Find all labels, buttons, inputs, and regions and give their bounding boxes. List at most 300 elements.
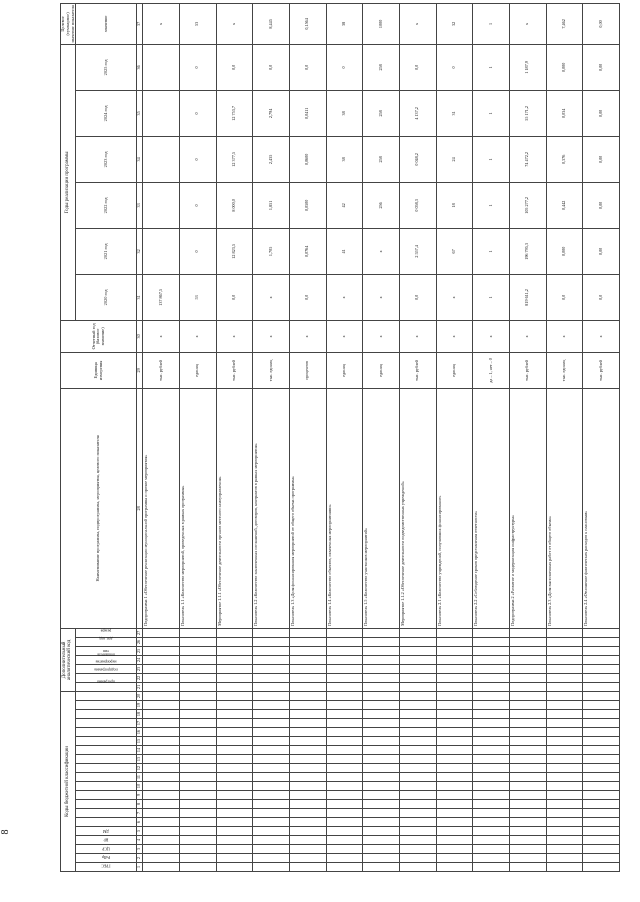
code-cell (436, 646, 473, 655)
code-cell (399, 701, 436, 710)
code-cell (473, 800, 510, 809)
code-cell (289, 655, 326, 664)
code-cell (473, 791, 510, 800)
code-cell (583, 710, 620, 719)
code-cell (253, 836, 290, 845)
kbk-group-header: Коды бюджетной классификации (61, 691, 76, 871)
code-cell (473, 827, 510, 836)
code-cell (583, 664, 620, 673)
code-cell (179, 673, 216, 682)
code-cell (179, 628, 216, 637)
code-cell (326, 682, 363, 691)
code-cell (216, 845, 253, 854)
year-value-cell: 0,0500 (289, 182, 326, 228)
year-value-cell: 1 (473, 90, 510, 136)
year-value-cell: 0,0 (399, 44, 436, 90)
code-cell (509, 854, 546, 863)
code-cell (473, 646, 510, 655)
code-cell (179, 737, 216, 746)
column-number: 22 (137, 673, 143, 682)
year-value-cell: 0 (326, 44, 363, 90)
year-value-cell (143, 90, 180, 136)
code-cell (143, 646, 180, 655)
code-cell (143, 673, 180, 682)
unit-cell: процентов (289, 352, 326, 388)
column-number: 37 (137, 3, 143, 44)
code-cell (143, 818, 180, 827)
column-number: 24 (137, 655, 143, 664)
final-value-cell: х (399, 3, 436, 44)
code-cell (546, 746, 583, 755)
code-cell (363, 664, 400, 673)
column-number: 36 (137, 44, 143, 90)
year-value-cell: 258 (363, 44, 400, 90)
year-value-cell: х (253, 274, 290, 320)
indicator-name: Показатель 1.3 «Доля финансирования мероприятий от общего объема программы» (289, 388, 326, 628)
code-cell (546, 800, 583, 809)
code-cell (253, 637, 290, 646)
code-cell (399, 682, 436, 691)
code-cell (143, 746, 180, 755)
code-cell (179, 691, 216, 700)
year-value-cell: 258 (363, 90, 400, 136)
code-cell (363, 655, 400, 664)
year-value-cell: 0 (179, 44, 216, 90)
code-cell (509, 782, 546, 791)
code-cell (326, 809, 363, 818)
year-header-1: 2020 год (76, 274, 137, 320)
code-cell (546, 809, 583, 818)
code-cell (326, 646, 363, 655)
year-value-cell: 0,442 (546, 182, 583, 228)
code-cell (289, 710, 326, 719)
code-cell (363, 782, 400, 791)
code-cell (253, 719, 290, 728)
code-cell (399, 809, 436, 818)
code-cell (363, 737, 400, 746)
year-value-cell: 67 (436, 228, 473, 274)
code-cell (509, 863, 546, 872)
year-value-cell: 12 823,5 (216, 228, 253, 274)
code-cell (399, 655, 436, 664)
code-cell (436, 664, 473, 673)
code-cell (179, 664, 216, 673)
year-value-cell: 18 (436, 182, 473, 228)
code-cell (436, 755, 473, 764)
code-cell (436, 836, 473, 845)
code-cell (399, 737, 436, 746)
code-cell (436, 845, 473, 854)
code-cell (436, 719, 473, 728)
code-cell (473, 655, 510, 664)
column-number: 23 (137, 664, 143, 673)
year-value-cell: 0,0 (289, 274, 326, 320)
code-cell (253, 655, 290, 664)
code-cell (509, 836, 546, 845)
column-number: 2 (137, 854, 143, 863)
code-cell (216, 746, 253, 755)
code-subheader-label: тип (103, 648, 109, 653)
code-subheader (76, 836, 137, 845)
code-cell (216, 863, 253, 872)
page-number: 8 (0, 829, 11, 835)
year-value-cell: 0,0 (546, 274, 583, 320)
code-cell (473, 664, 510, 673)
year-value-cell: 38 (326, 136, 363, 182)
code-cell (546, 673, 583, 682)
code-cell (473, 836, 510, 845)
code-cell (216, 701, 253, 710)
year-value-cell: 819 611,2 (509, 274, 546, 320)
code-cell (473, 746, 510, 755)
unit-header: Единица измерения (61, 352, 137, 388)
code-cell (399, 854, 436, 863)
code-cell (509, 728, 546, 737)
code-subheader-label: мероприятие (95, 659, 117, 664)
code-cell (363, 728, 400, 737)
code-cell (289, 691, 326, 700)
code-cell (326, 764, 363, 773)
column-number: 6 (137, 818, 143, 827)
column-number: 3 (137, 845, 143, 854)
code-cell (436, 673, 473, 682)
code-subheader-label: ЦСР (102, 846, 110, 851)
column-number: 26 (137, 637, 143, 646)
indicator-name: Показатель 1.2 «Количество заключенных соглашений, договоров, контрактов в рамках мероприятия» (253, 388, 290, 628)
code-cell (473, 682, 510, 691)
code-cell (399, 664, 436, 673)
code-cell (326, 773, 363, 782)
year-value-cell: х (363, 228, 400, 274)
code-subheader (76, 818, 137, 827)
column-number: 19 (137, 701, 143, 710)
code-cell (473, 691, 510, 700)
code-cell (326, 655, 363, 664)
code-cell (436, 746, 473, 755)
column-number: 30 (137, 320, 143, 352)
code-cell (546, 628, 583, 637)
code-cell (216, 755, 253, 764)
code-cell (253, 746, 290, 755)
code-cell (143, 827, 180, 836)
column-number: 4 (137, 836, 143, 845)
base-cell: х (253, 320, 290, 352)
code-cell (179, 701, 216, 710)
code-cell (473, 764, 510, 773)
year-value-cell: 8 000,0 (216, 182, 253, 228)
code-cell (509, 682, 546, 691)
final-value-cell: 0,1564 (289, 3, 326, 44)
year-value-cell: 196 795,3 (509, 228, 546, 274)
program-name-header: Наименование программы, подпрограммы, мероприятия, целевого показателя (61, 388, 137, 628)
code-cell (143, 628, 180, 637)
code-subheader (76, 791, 137, 800)
code-cell (179, 655, 216, 664)
year-value-cell: 137 867,5 (143, 274, 180, 320)
code-cell (473, 863, 510, 872)
code-cell (289, 673, 326, 682)
indicator-name: Показатель 1.4 «Количество объектов, охваченных мероприятиями» (326, 388, 363, 628)
code-cell (546, 827, 583, 836)
code-cell (363, 764, 400, 773)
year-value-cell: 0,0600 (289, 136, 326, 182)
code-cell (179, 863, 216, 872)
code-cell (583, 673, 620, 682)
code-cell (253, 701, 290, 710)
year-value-cell (143, 136, 180, 182)
final-value-cell: х (509, 3, 546, 44)
measure-name: Мероприятие 1.1.1 «Обеспечение деятельности органов местного самоуправления» (216, 388, 253, 628)
code-cell (546, 854, 583, 863)
code-cell (583, 719, 620, 728)
code-cell (216, 782, 253, 791)
code-cell (143, 845, 180, 854)
year-value-cell: 4 137,2 (399, 90, 436, 136)
code-cell (326, 664, 363, 673)
code-cell (436, 809, 473, 818)
subprogram-name: Подпрограмма 1 «Обеспечение реализации муниципальной программы и прочие мероприятия» (143, 388, 180, 628)
code-cell (473, 628, 510, 637)
code-cell (363, 773, 400, 782)
code-cell (399, 782, 436, 791)
code-cell (179, 791, 216, 800)
table-row (546, 3, 583, 871)
code-subheader-label: показатель (97, 652, 115, 657)
code-subheader-label: резерв (100, 628, 112, 633)
code-cell (179, 845, 216, 854)
code-cell (326, 737, 363, 746)
code-subheader (76, 746, 137, 755)
code-cell (509, 809, 546, 818)
code-cell (363, 791, 400, 800)
code-cell (399, 764, 436, 773)
header-row-1 (61, 3, 76, 871)
code-cell (583, 854, 620, 863)
code-subheader (76, 719, 137, 728)
code-cell (216, 637, 253, 646)
code-cell (583, 863, 620, 872)
code-cell (546, 755, 583, 764)
year-value-cell (143, 44, 180, 90)
column-number: 14 (137, 746, 143, 755)
column-number: 11 (137, 773, 143, 782)
code-cell (326, 628, 363, 637)
code-cell (583, 800, 620, 809)
code-cell (473, 719, 510, 728)
base-cell: х (326, 320, 363, 352)
code-cell (509, 764, 546, 773)
code-cell (143, 719, 180, 728)
indicator-name: Показатель 2.2 «Соблюдение сроков представления отчетности» (473, 388, 510, 628)
code-cell (583, 655, 620, 664)
column-number: 20 (137, 691, 143, 700)
code-cell (363, 719, 400, 728)
code-cell (179, 755, 216, 764)
code-cell (179, 764, 216, 773)
code-subheader (76, 809, 137, 818)
code-cell (143, 728, 180, 737)
final-value-cell: 53 (179, 3, 216, 44)
code-cell (363, 646, 400, 655)
code-cell (363, 863, 400, 872)
year-value-cell: 38 (326, 90, 363, 136)
code-cell (179, 719, 216, 728)
final-value-cell: 0,00 (583, 3, 620, 44)
code-cell (179, 773, 216, 782)
code-cell (326, 755, 363, 764)
year-value-cell: 0 048,2 (399, 136, 436, 182)
code-cell (326, 863, 363, 872)
code-cell (363, 809, 400, 818)
year-header-6: 2025 год (76, 44, 137, 90)
code-cell (289, 854, 326, 863)
year-value-cell: 2,794 (253, 90, 290, 136)
year-value-cell: 0,0764 (289, 228, 326, 274)
code-cell (436, 773, 473, 782)
code-cell (436, 827, 473, 836)
code-cell (289, 646, 326, 655)
measure-name: Мероприятие 1.1.2 «Обеспечение деятельности подведомственных учреждений» (399, 388, 436, 628)
code-cell (253, 682, 290, 691)
code-cell (143, 664, 180, 673)
code-cell (326, 836, 363, 845)
column-number: 1 (137, 863, 143, 872)
code-cell (436, 764, 473, 773)
code-cell (143, 773, 180, 782)
code-cell (289, 664, 326, 673)
code-cell (289, 791, 326, 800)
code-subheader-label: программа (97, 679, 115, 684)
table-row (363, 3, 400, 871)
code-cell (509, 746, 546, 755)
base-cell: х (473, 320, 510, 352)
code-cell (399, 719, 436, 728)
code-cell (216, 691, 253, 700)
code-cell (363, 746, 400, 755)
column-number: 28 (137, 388, 143, 628)
code-cell (583, 827, 620, 836)
code-cell (399, 728, 436, 737)
code-cell (546, 664, 583, 673)
base-cell: х (436, 320, 473, 352)
code-cell (143, 782, 180, 791)
code-cell (143, 764, 180, 773)
year-value-cell: 1 (473, 228, 510, 274)
code-cell (473, 773, 510, 782)
table-row (253, 3, 290, 871)
code-cell (253, 755, 290, 764)
code-cell (143, 854, 180, 863)
year-value-cell: 12 377,5 (216, 136, 253, 182)
base-cell: х (509, 320, 546, 352)
unit-cell: да – 1, нет – 0 (473, 352, 510, 388)
final-subheader: значение (76, 3, 137, 44)
code-cell (216, 854, 253, 863)
code-cell (326, 791, 363, 800)
column-number: 17 (137, 719, 143, 728)
code-cell (583, 809, 620, 818)
code-cell (253, 845, 290, 854)
base-cell: х (216, 320, 253, 352)
column-number: 33 (137, 182, 143, 228)
code-cell (583, 646, 620, 655)
code-cell (326, 701, 363, 710)
code-cell (399, 827, 436, 836)
year-value-cell: 0,0 (289, 44, 326, 90)
code-subheader (76, 737, 137, 746)
code-cell (216, 664, 253, 673)
code-cell (363, 854, 400, 863)
code-cell (473, 845, 510, 854)
unit-cell: тыс. рублей (583, 352, 620, 388)
code-cell (399, 673, 436, 682)
code-cell (179, 682, 216, 691)
table-row (143, 3, 180, 871)
year-value-cell: 0 (179, 182, 216, 228)
column-number: 29 (137, 352, 143, 388)
code-cell (216, 809, 253, 818)
code-cell (326, 818, 363, 827)
year-value-cell: 53 (179, 274, 216, 320)
final-value-cell: х (216, 3, 253, 44)
year-value-cell: 12 753,7 (216, 90, 253, 136)
unit-cell: единиц (363, 352, 400, 388)
indicator-name: Показатель 2.4 «Отношение фактических расходов к плановым» (583, 388, 620, 628)
code-cell (509, 673, 546, 682)
code-cell (509, 646, 546, 655)
code-cell (399, 637, 436, 646)
code-cell (363, 673, 400, 682)
code-cell (399, 646, 436, 655)
code-cell (289, 719, 326, 728)
code-cell (436, 791, 473, 800)
code-cell (583, 845, 620, 854)
code-cell (326, 845, 363, 854)
code-cell (289, 836, 326, 845)
code-cell (253, 809, 290, 818)
year-value-cell: 1 (473, 44, 510, 90)
code-cell (546, 710, 583, 719)
table-row (326, 3, 363, 871)
code-cell (326, 710, 363, 719)
code-cell (546, 728, 583, 737)
code-cell (509, 845, 546, 854)
code-cell (326, 637, 363, 646)
base-cell: х (363, 320, 400, 352)
column-number: 31 (137, 274, 143, 320)
code-cell (253, 710, 290, 719)
code-subheader (76, 863, 137, 872)
code-cell (179, 809, 216, 818)
indicator-name: Показатель 2.1 «Количество учреждений, получивших финансирование» (436, 388, 473, 628)
code-cell (216, 836, 253, 845)
code-cell (473, 710, 510, 719)
code-cell (363, 682, 400, 691)
code-cell (253, 854, 290, 863)
code-cell (216, 682, 253, 691)
column-number: 25 (137, 646, 143, 655)
code-cell (216, 628, 253, 637)
code-cell (473, 854, 510, 863)
code-cell (216, 728, 253, 737)
year-value-cell: х (436, 274, 473, 320)
code-cell (583, 682, 620, 691)
column-number: 35 (137, 90, 143, 136)
column-number: 13 (137, 755, 143, 764)
column-number: 32 (137, 228, 143, 274)
code-cell (473, 637, 510, 646)
year-header-5: 2024 год (76, 90, 137, 136)
